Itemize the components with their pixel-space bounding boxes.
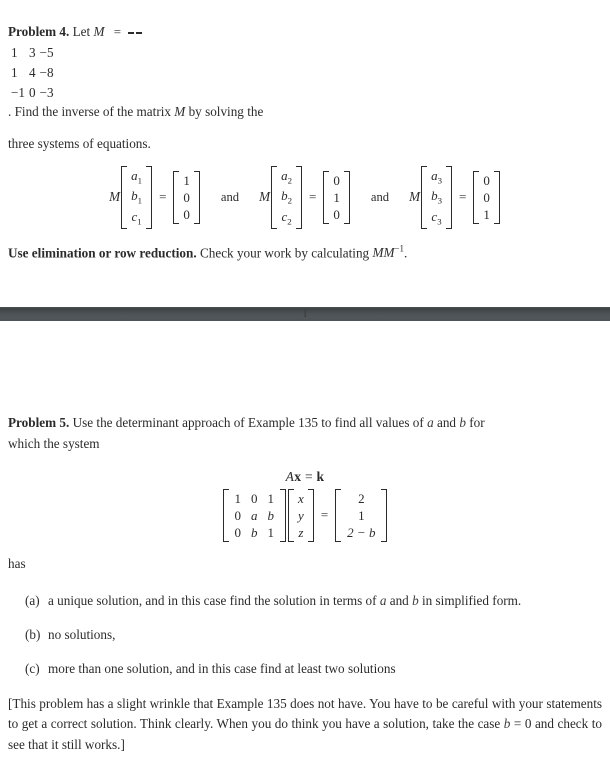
problem4-instruction: [8, 243, 602, 264]
matrix-cell: a: [251, 507, 258, 523]
list-item: [8, 625, 602, 645]
matrix-cell: b: [267, 507, 275, 523]
matrix-cell: −5: [39, 45, 54, 61]
list-item-text-after: in simplified form.: [421, 592, 522, 608]
vector-k-symbol: k: [316, 468, 325, 484]
vector-cell: $c_1$: [131, 208, 142, 227]
system-3: [409, 166, 501, 229]
system-operator: M: [109, 189, 121, 205]
list-marker: (c): [25, 661, 40, 677]
list-item-text: no solutions,: [48, 627, 116, 643]
vector-cell: y: [298, 507, 304, 523]
vector-cell: 1: [183, 172, 190, 188]
vector-cell: 0: [483, 189, 490, 205]
problem4-line2: three systems of equations.: [8, 135, 151, 151]
matrix-cell: 0: [234, 524, 242, 540]
matrix-cell: 0: [29, 85, 36, 101]
problem5-matrix-equation: [8, 489, 602, 542]
problem4-intro-after: Find the inverse of the matrix: [14, 104, 171, 120]
problem4-matrix-M: [128, 32, 142, 34]
instruction-emphasis: Use elimination or row reduction.: [8, 245, 197, 261]
list-marker: (b): [25, 627, 41, 643]
problem4-matrix-period: .: [8, 104, 12, 120]
note-part1: This problem has a slight wrinkle that Example 135 does not have. You have to be careful with your statements to get a correct solution. Think clearly. When you do think you have a solution, take the case: [8, 695, 602, 732]
rhs-vector: [335, 489, 387, 542]
vector-cell: x: [298, 490, 304, 506]
conjunction-and: and: [220, 189, 240, 204]
note-math-equals: =: [513, 716, 522, 732]
problem4-matrix-var: M: [93, 24, 105, 39]
problem5-options-list: [8, 591, 602, 680]
equation-title-Axk: [8, 469, 602, 485]
vector-cell: $a_3$: [431, 168, 442, 186]
vector-cell: 0: [333, 172, 340, 188]
note-open-bracket: [: [8, 695, 13, 711]
vector-cell: 0: [333, 207, 340, 223]
vector-x-symbol: x: [294, 468, 302, 484]
matrix-cell: −1: [11, 85, 26, 101]
problem4-equals: =: [113, 24, 122, 39]
matrix-cell: 1: [11, 65, 18, 81]
list-item-var-a: a: [379, 592, 387, 608]
instruction-rest: Check your work by calculating: [199, 245, 370, 261]
matrix-cell: −3: [39, 85, 54, 101]
conjunction-and: and: [370, 189, 390, 204]
page-one: [0, 0, 610, 320]
problem5-line2: which the system: [8, 436, 100, 452]
vector-cell: 0: [183, 189, 190, 205]
matrix-cell: 0: [251, 490, 258, 506]
matrix-cell: 1: [267, 524, 275, 540]
system-2: [259, 166, 351, 229]
system-rhs-vector: [173, 171, 200, 224]
matrix-cell: b: [251, 524, 258, 540]
system-rhs-vector: [473, 171, 500, 224]
page-two: [0, 321, 610, 756]
list-item: [8, 591, 602, 611]
has-word: has: [8, 556, 26, 572]
system-equals: =: [458, 189, 467, 205]
matrix-cell: 4: [29, 65, 36, 81]
vector-cell: $b_1$: [131, 188, 143, 206]
equation-title-equals: =: [304, 468, 313, 484]
list-item-and: and: [389, 592, 409, 608]
list-item-var-b: b: [412, 592, 419, 608]
list-marker: (a): [25, 592, 40, 608]
vector-cell: 1: [483, 207, 490, 223]
vector-cell: 0: [183, 207, 190, 223]
vector-cell: 1: [333, 189, 340, 205]
system-operator: M: [409, 189, 421, 205]
vector-cell: z: [298, 524, 304, 540]
vector-cell: 0: [483, 172, 490, 188]
problem5-and: and: [436, 414, 457, 430]
problem4-intro-tail: by solving the: [188, 104, 264, 120]
matrix-A-symbol: A: [285, 468, 295, 484]
system-unknown-vector: [271, 166, 302, 229]
instruction-math: $MM^{-1}$: [372, 243, 404, 261]
instruction-period: .: [403, 245, 408, 261]
system-rhs-vector: [323, 171, 350, 224]
problem5-var-a: a: [427, 414, 434, 430]
vector-cell: 2 − b: [347, 524, 376, 540]
system-equals: =: [309, 189, 317, 205]
coefficient-matrix: [223, 489, 287, 542]
vector-cell: $a_1$: [131, 168, 143, 186]
problem4-statement: [8, 22, 602, 42]
system-operator: M: [259, 189, 271, 205]
unknown-vector: [288, 489, 314, 542]
matrix-cell: −8: [39, 65, 54, 81]
vector-cell: $c_2$: [281, 208, 292, 227]
problem5-label: Problem 5.: [8, 414, 70, 430]
problem4-systems: [8, 166, 602, 229]
vector-cell: 2: [358, 490, 365, 506]
vector-cell: $b_3$: [431, 188, 442, 206]
problem5-intro-part2: for: [469, 414, 485, 430]
system-unknown-vector: [121, 166, 152, 229]
vector-cell: $c_3$: [431, 208, 442, 227]
vector-cell: $a_2$: [281, 168, 293, 186]
problem5-intro-part1: Use the determinant approach of Example 135 to find all values of: [72, 414, 424, 430]
note-part2: and check to see that it still works.: [8, 716, 603, 752]
note-close-bracket: ]: [120, 736, 125, 752]
list-item-text-before: a unique solution, and in this case find the solution in terms of: [48, 592, 377, 608]
system-1: [109, 166, 201, 229]
matrix-cell: 1: [11, 45, 18, 61]
problem5-var-b: b: [459, 414, 466, 430]
list-item: [8, 659, 602, 679]
system-equals: =: [159, 189, 167, 205]
problem4-inverse-var: M: [174, 104, 186, 120]
vector-cell: 1: [358, 507, 365, 523]
equation-equals: =: [320, 507, 329, 523]
problem4-label: Problem 4.: [8, 24, 70, 39]
problem4-intro-before: Let: [72, 24, 91, 39]
problem5-note: [8, 694, 602, 755]
note-math-b: b: [503, 716, 511, 732]
matrix-cell: 0: [234, 507, 242, 523]
note-math-zero: 0: [524, 716, 532, 732]
page-number: 1: [302, 307, 308, 320]
system-unknown-vector: [421, 166, 452, 229]
list-item-text: more than one solution, and in this case find at least two solutions: [48, 661, 396, 677]
problem5-statement: [8, 413, 602, 433]
matrix-cell: 1: [234, 490, 242, 506]
matrix-cell: 1: [267, 490, 275, 506]
matrix-cell: 3: [29, 45, 36, 61]
vector-cell: $b_2$: [281, 188, 293, 206]
